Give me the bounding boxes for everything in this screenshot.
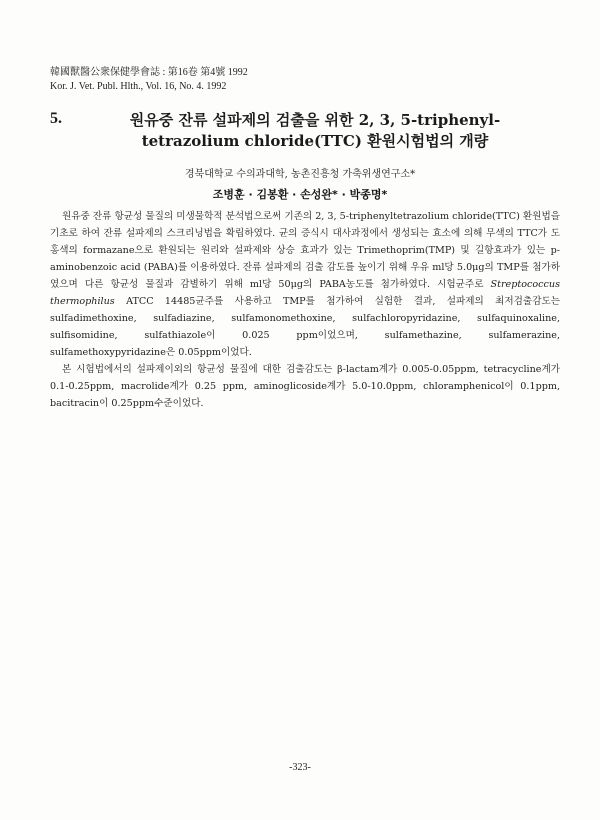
journal-title-korean: 韓國獸醫公衆保健學會誌 : 第16卷 第4號 1992 <box>50 67 248 78</box>
journal-citation-header <box>50 66 248 94</box>
page-number: -323- <box>289 762 311 773</box>
abstract-text: 원유중 잔류 항균성 물질의 미생물학적 분석법으로써 기존의 2, 3, 5-triphenyltetrazolium chloride(TTC) 환원법을 기초로 하여 잔류 설파제의 스크리닝법을 확립하였다. 균의 증식시 대사과정에서 생성되는 효소에 의해 무색의 TTC가 도홍색의 formazane으로 환원되는 원리와 설파제와 상승 효과가 있는 Trimethoprim(TMP) 및 길항효과가 있는 p-aminobenzoic acid (PABA)를 이용하였다. 잔류 설파제의 검출 감도를 높이기 위해 우유 ml당 5.0μg의 TMP를 첨가하였으며 다른 항균성 물질과 감별하기 위해 ml당 50μg의 PABA농도를 첨가하였다. 시험균주로 <box>50 211 560 290</box>
article-title-line-1: 원유중 잔류 설파제의 검출을 위한 2, 3, 5-triphenyl- <box>129 111 501 129</box>
abstract-paragraph: 본 시험법에서의 설파제이외의 항균성 물질에 대한 검출감도는 β-lactam계가 0.005-0.05ppm, tetracycline계가 0.1-0.25ppm, macrolide계가 0.25 ppm, aminoglicoside계가 5.0-10.0ppm, chloramphenicol이 0.1ppm, bacitracin이 0.25ppm수준이었다. <box>50 364 560 409</box>
journal-title-english: Kor. J. Vet. Publ. Hlth., Vol. 16, No. 4. 1992 <box>50 81 227 92</box>
species-name: Streptococcus thermophilus <box>50 279 560 307</box>
author-affiliation: 경북대학교 수의과대학, 농촌진흥청 가축위생연구소* <box>184 169 416 180</box>
abstract-paragraph <box>50 208 560 361</box>
article-title-block <box>50 110 560 152</box>
article-number: 5. <box>50 110 62 127</box>
abstract-text: ATCC 14485균주를 사용하고 TMP를 첨가하여 실험한 결과, 설파제의 최저검출감도는 sulfadimethoxine, sulfadiazine, sulfamonomethoxine, sulfachloropyridazine, sulfaquinoxaline, sulfisomidine, sulfathiazole이 0.025 ppm이었으며, sulfamethazine, sulfamerazine, sulfamethoxypyridazine은 0.05ppm이었다. <box>50 296 560 358</box>
abstract-body <box>50 208 560 412</box>
article-title <box>50 110 560 152</box>
author-list: 조병훈 · 김봉환 · 손성완* · 박종명* <box>212 188 388 201</box>
article-title-line-2: tetrazolium chloride(TTC) 환원시험법의 개량 <box>141 132 489 150</box>
